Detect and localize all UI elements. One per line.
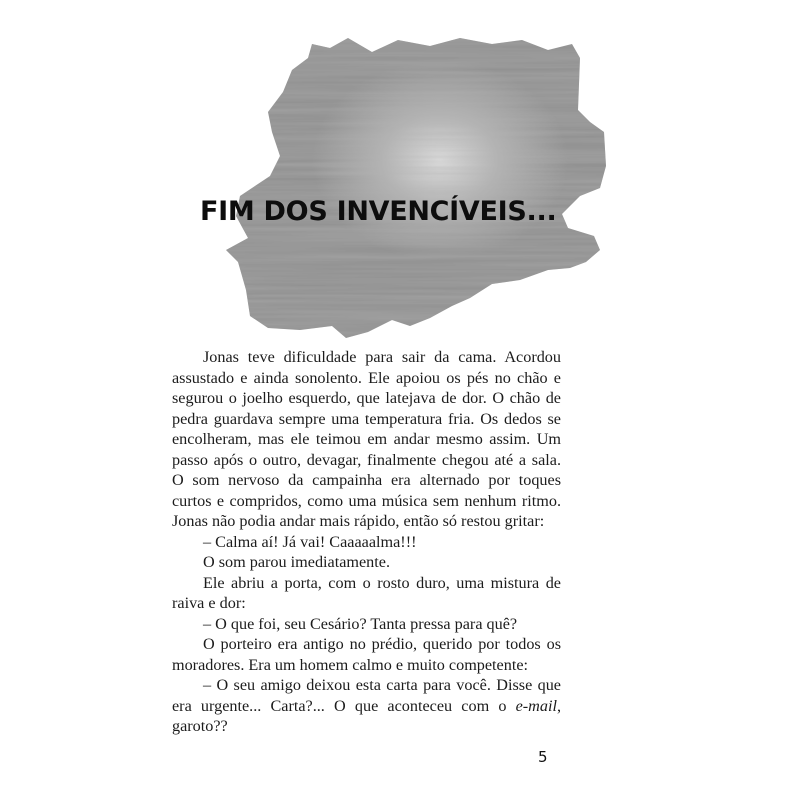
dialogue-line [172, 675, 561, 737]
paragraph: O som parou imediatamente. [203, 553, 391, 571]
page-number: 5 [538, 748, 548, 766]
paragraph: Ele abriu a porta, com o rosto duro, uma mistura de raiva e dor: [172, 573, 561, 612]
dialogue-text: , garoto?? [172, 696, 561, 735]
paragraph: Jonas teve dificuldade para sair da cama. Acordou assustado e ainda sonolento. Ele apoiou os pés no chão e segurou o joelho esquerdo, que latejava de dor. O chão de pedra guardava sempre uma temperatura fria. Os dedos se encolheram, mas ele teimou em andar mesmo assim. Um passo após o outro, devagar, finalmente chegou até a sala. O som nervoso da campainha era alternado por toques curtos e compridos, como uma música sem nenhum ritmo. Jonas não podia andar mais rápido, então só restou gritar: [172, 348, 561, 530]
dialogue-line: – O que foi, seu Cesário? Tanta pressa para quê? [203, 614, 518, 633]
chapter-body [172, 347, 561, 737]
dialogue-line: – Calma aí! Já vai! Caaaaalma!!! [203, 532, 417, 551]
chapter-title: FIM DOS INVENCÍVEIS... [200, 196, 557, 227]
emphasis-email: e-mail [515, 696, 557, 715]
dialogue-text: – O seu amigo deixou esta carta para você. Disse que era urgente... Carta?... O que aconteceu com o [172, 676, 561, 715]
chapter-ink-splash [0, 0, 800, 360]
paragraph: O porteiro era antigo no prédio, querido por todos os moradores. Era um homem calmo e muito competente: [172, 635, 561, 674]
